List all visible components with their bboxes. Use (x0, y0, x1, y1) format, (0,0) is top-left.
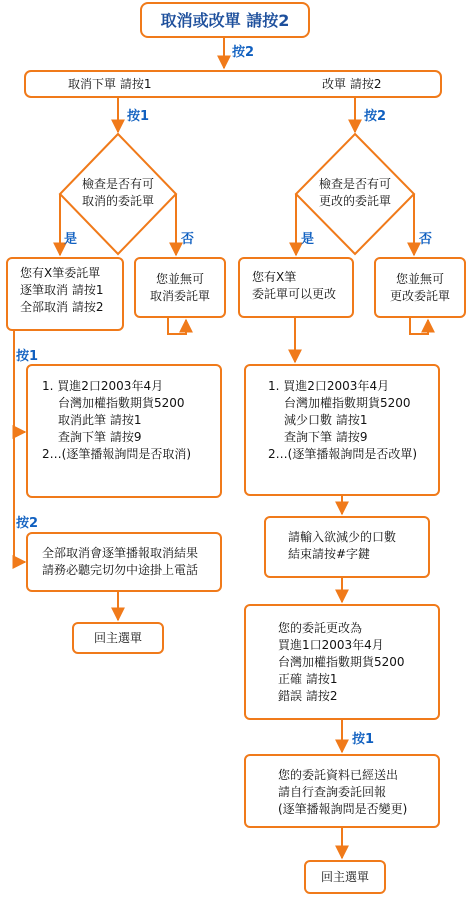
right-has-line: 委託單可以更改 (252, 287, 337, 301)
left-back-text: 回主選單 (93, 630, 142, 645)
right-changed-box (244, 604, 440, 720)
right-has-orders-box (238, 257, 354, 318)
right-detail-line: 1. 買進2口2003年4月 (268, 379, 390, 393)
right-detail-box (244, 364, 440, 496)
right-diamond-text (305, 176, 405, 210)
right-detail-line: 減少口數 請按1 (284, 413, 368, 427)
label-right-yes: 是 (301, 232, 315, 247)
right-changed-line: 正確 請按1 (278, 672, 338, 686)
right-changed-line: 買進1口2003年4月 (278, 638, 384, 652)
right-detail-line: 2…(逐筆播報詢問是否改單) (268, 447, 417, 461)
right-changed-line: 台灣加權指數期貨5200 (278, 655, 405, 669)
left-has-line: 逐筆取消 請按1 (20, 283, 104, 297)
right-sent-line: 請自行查詢委託回報 (278, 785, 387, 799)
right-sent-box (244, 754, 440, 828)
right-none-line: 更改委託單 (389, 288, 450, 303)
right-diamond-line: 更改的委託單 (318, 194, 391, 208)
right-back-text: 回主選單 (320, 869, 369, 884)
right-enter-line: 請輸入欲減少的口數 (288, 530, 397, 544)
left-cancel-all-line: 請務必聽完切勿中途掛上電話 (42, 563, 199, 577)
left-none-box (134, 257, 226, 318)
right-none-box (374, 257, 466, 318)
label-left-press2: 按2 (16, 516, 39, 531)
menu-change-order: 改單 請按2 (322, 77, 382, 91)
left-back-box (72, 622, 164, 654)
label-left-no: 否 (181, 232, 195, 247)
left-detail-line: 1. 買進2口2003年4月 (42, 379, 164, 393)
left-has-line: 您有X筆委託單 (20, 266, 101, 280)
right-sent-line: 您的委託資料已經送出 (278, 768, 399, 782)
title-box (140, 2, 310, 38)
loop-right-none (410, 318, 428, 334)
left-cancel-all-box (26, 532, 222, 592)
right-changed-line: 錯誤 請按2 (278, 689, 338, 703)
right-back-box (304, 860, 386, 894)
left-has-orders-box (6, 257, 124, 331)
right-detail-line: 台灣加權指數期貨5200 (284, 396, 411, 410)
menu-cancel-order: 取消下單 請按1 (68, 77, 152, 91)
label-right-press2: 按2 (364, 109, 387, 124)
left-diamond-text (68, 176, 168, 210)
left-has-line: 全部取消 請按2 (20, 300, 104, 314)
left-none-line: 您並無可 (155, 271, 204, 286)
left-detail-box (26, 364, 222, 498)
right-enter-line: 結束請按#字鍵 (288, 547, 371, 561)
label-right-no: 否 (419, 232, 433, 247)
menu-bar-box (24, 70, 442, 98)
right-none-line: 您並無可 (395, 271, 444, 286)
label-left-yes: 是 (64, 232, 78, 247)
right-has-line: 您有X筆 (252, 270, 297, 284)
left-none-line: 取消委託單 (149, 288, 210, 303)
left-detail-line: 台灣加權指數期貨5200 (58, 396, 185, 410)
left-detail-line: 取消此筆 請按1 (58, 413, 142, 427)
left-diamond-line: 取消的委託單 (81, 194, 154, 208)
label-top-press: 按2 (232, 45, 255, 60)
label-right-press1: 按1 (352, 732, 375, 747)
title-text: 取消或改單 請按2 (160, 10, 290, 30)
left-diamond-line: 檢查是否有可 (81, 177, 154, 191)
label-left-press1b: 按1 (16, 349, 39, 364)
label-left-press1: 按1 (127, 109, 150, 124)
left-detail-line: 查詢下筆 請按9 (58, 430, 142, 444)
left-detail-line: 2…(逐筆播報詢問是否取消) (42, 447, 191, 461)
right-sent-line: (逐筆播報詢問是否變更) (278, 802, 408, 816)
loop-left-none (168, 318, 186, 334)
right-diamond-line: 檢查是否有可 (318, 177, 391, 191)
left-cancel-all-line: 全部取消會逐筆播報取消結果 (42, 546, 199, 560)
right-detail-line: 查詢下筆 請按9 (284, 430, 368, 444)
right-changed-line: 您的委託更改為 (278, 621, 363, 635)
right-enter-qty-box (264, 516, 430, 578)
